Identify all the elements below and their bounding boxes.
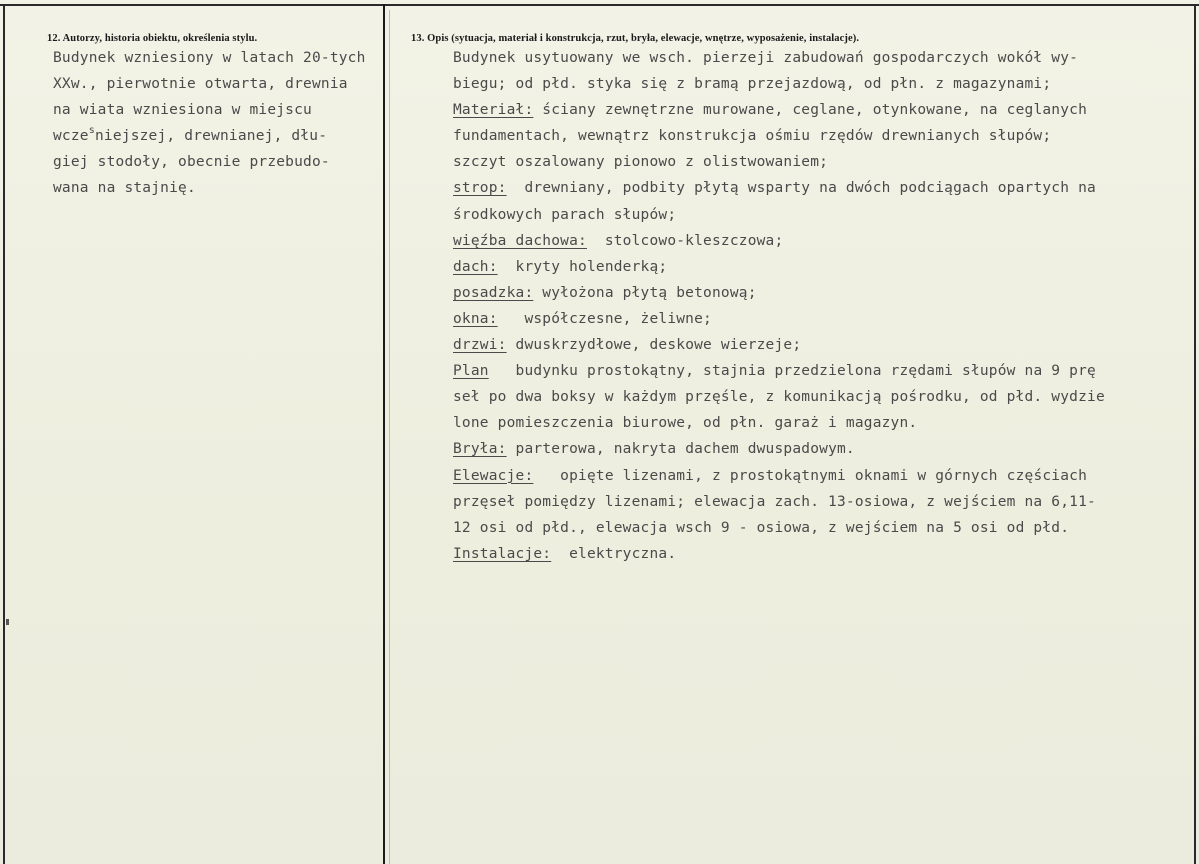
field-text: lone pomieszczenia biurowe, od płn. garaż i magazyn. — [453, 415, 918, 432]
field-text: 12 osi od płd., elewacja wsch 9 - osiowa, z wejściem na 5 osi od płd. — [453, 519, 1070, 536]
typed-line — [453, 489, 1105, 515]
field-label: Materiał: — [453, 102, 534, 119]
typed-line — [453, 515, 1105, 541]
section-12-header: 12. Autorzy, historia obiektu, określenia stylu. — [47, 33, 258, 44]
field-text: biegu; od płd. styka się z bramą przejazdową, od płn. z magazynami; — [453, 76, 1052, 93]
line-part: niejszej, drewnianej, dłu- — [94, 128, 328, 145]
field-text: stolcowo-kleszczowa; — [586, 232, 784, 249]
typed-line — [453, 123, 1105, 149]
typed-line: XXw., pierwotnie otwarta, drewnia — [53, 76, 348, 93]
field-text: dwuskrzydłowe, deskowe wierzeje; — [506, 337, 802, 354]
typed-line — [453, 149, 1105, 175]
field-text: kryty holenderką; — [497, 258, 668, 275]
typed-line — [453, 175, 1105, 201]
typed-line — [453, 410, 1105, 436]
typed-line — [453, 280, 1105, 306]
column-divider — [383, 4, 385, 864]
field-text: środkowych parach słupów; — [453, 206, 677, 223]
field-label: Elewacje: — [453, 467, 534, 484]
typed-line: na wiata wzniesiona w miejscu — [53, 102, 312, 119]
right-border-line — [1194, 4, 1196, 864]
field-text: Budynek usytuowany we wsch. pierzeji zabudowań gospodarczych wokół wy- — [453, 50, 1079, 66]
typed-line — [453, 384, 1105, 410]
typed-line — [453, 254, 1105, 280]
field-text: parterowa, nakryta dachem dwuspadowym. — [506, 441, 855, 458]
field-text: seł po dwa boksy w każdym przęśle, z komunikacją pośrodku, od płd. wydzie — [453, 389, 1105, 406]
margin-mark — [6, 619, 9, 625]
line-part: wcze — [53, 128, 89, 145]
typed-line — [453, 45, 1105, 71]
superscript-correction: s — [88, 125, 95, 137]
top-border-line — [0, 4, 1199, 6]
typed-line — [453, 332, 1105, 358]
field-label: strop: — [453, 180, 507, 197]
section-13-header: 13. Opis (sytuacja, materiał i konstrukcja, rzut, bryła, elewacje, wnętrze, wyposażenie, instalacje). — [411, 33, 860, 44]
typed-line: Budynek wzniesiony w latach 20-tych — [53, 50, 366, 66]
field-label: posadzka: — [453, 284, 534, 301]
field-text: przęseł pomiędzy lizenami; elewacja zach. 13-osiowa, z wejściem na 6,11- — [453, 493, 1096, 510]
typed-line — [453, 71, 1105, 97]
section-13-text — [453, 45, 1105, 567]
field-label: drzwi: — [453, 337, 507, 354]
field-text: współczesne, żeliwne; — [497, 310, 712, 327]
field-text: elektryczna. — [551, 545, 677, 562]
typed-line — [53, 123, 366, 149]
typed-line — [453, 228, 1105, 254]
typed-line — [453, 541, 1105, 567]
left-border-line — [3, 4, 5, 864]
typed-line — [453, 436, 1105, 462]
typed-line — [453, 97, 1105, 123]
field-text: szczyt oszalowany pionowo z olistwowaniem; — [453, 154, 829, 171]
field-label: dach: — [453, 258, 498, 275]
field-label: Plan — [453, 363, 489, 380]
typed-line — [453, 306, 1105, 332]
typed-line: wana na stajnię. — [53, 180, 196, 197]
column-divider-shadow — [389, 10, 390, 864]
field-text: fundamentach, wewnątrz konstrukcja ośmiu rzędów drewnianych słupów; — [453, 128, 1052, 145]
field-label: Instalacje: — [453, 545, 552, 562]
typed-line — [453, 358, 1105, 384]
typed-line — [453, 202, 1105, 228]
section-12-text — [53, 45, 366, 202]
field-text: budynku prostokątny, stajnia przedzielona rzędami słupów na 9 prę — [488, 363, 1096, 380]
field-label: więźba dachowa: — [453, 232, 587, 249]
typed-line: giej stodoły, obecnie przebudo- — [53, 154, 330, 171]
field-text: wyłożona płytą betonową; — [533, 284, 757, 301]
field-text: opięte lizenami, z prostokątnymi oknami w górnych częściach — [533, 467, 1088, 484]
typed-line — [453, 463, 1105, 489]
field-text: ściany zewnętrzne murowane, ceglane, otynkowane, na ceglanych — [533, 102, 1088, 119]
field-text: drewniany, podbity płytą wsparty na dwóch podciągach opartych na — [506, 180, 1096, 197]
field-label: okna: — [453, 310, 498, 327]
field-label: Bryła: — [453, 441, 507, 458]
